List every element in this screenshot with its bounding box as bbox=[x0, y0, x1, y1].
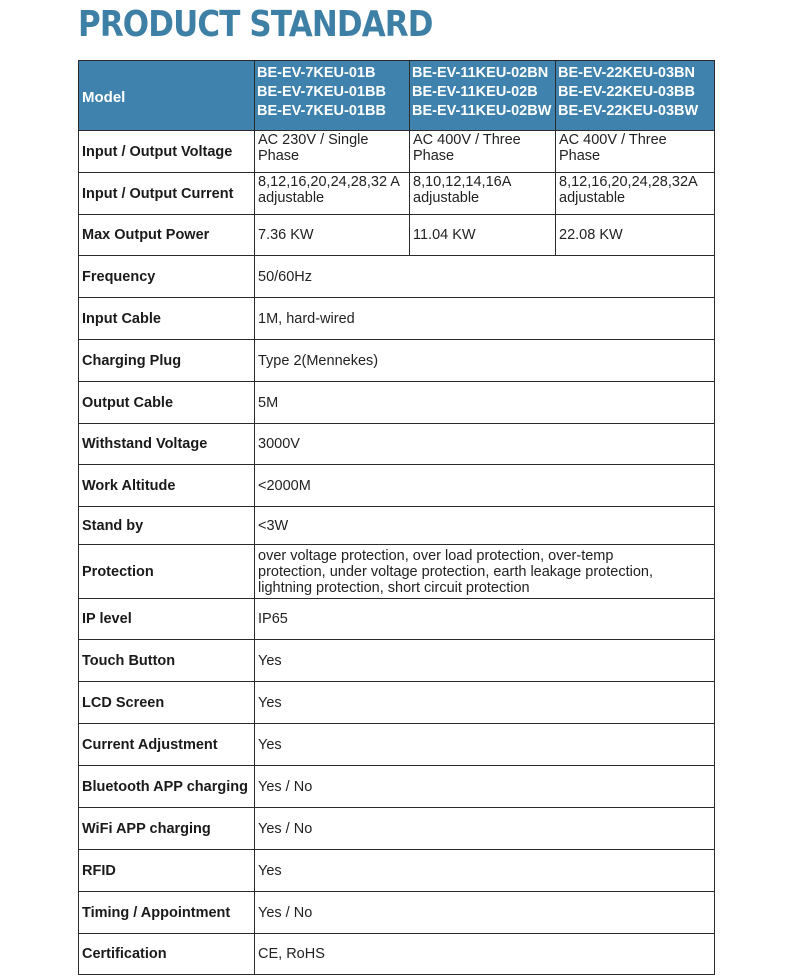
header-label: Model bbox=[79, 61, 255, 131]
model-code: BE-EV-7KEU-01B bbox=[257, 65, 376, 81]
row-label: Bluetooth APP charging bbox=[79, 766, 255, 808]
row-value: CE, RoHS bbox=[255, 934, 715, 975]
table-row-output-cable bbox=[79, 382, 715, 424]
row-value: AC 400V / Three Phase bbox=[410, 131, 556, 173]
row-label: RFID bbox=[79, 850, 255, 892]
model-column-11kw bbox=[410, 61, 556, 131]
row-value: Yes / No bbox=[255, 892, 715, 934]
row-value: Yes / No bbox=[255, 808, 715, 850]
table-row-protection bbox=[79, 545, 715, 599]
table-row-touch-button bbox=[79, 640, 715, 682]
protection-line: protection, under voltage protection, earth leakage protection, bbox=[258, 563, 653, 580]
model-code: BE-EV-11KEU-02B bbox=[412, 84, 538, 100]
row-label: Input Cable bbox=[79, 298, 255, 340]
row-label: Touch Button bbox=[79, 640, 255, 682]
row-label: Max Output Power bbox=[79, 215, 255, 256]
row-label: Input / Output Current bbox=[79, 173, 255, 215]
row-value: Yes / No bbox=[255, 766, 715, 808]
row-label: Timing / Appointment bbox=[79, 892, 255, 934]
row-value: Yes bbox=[255, 724, 715, 766]
row-value: Yes bbox=[255, 640, 715, 682]
row-value: 8,12,16,20,24,28,32 A adjustable bbox=[255, 173, 410, 215]
row-value: 11.04 KW bbox=[410, 215, 556, 256]
table-row-wifi-app bbox=[79, 808, 715, 850]
row-label: Current Adjustment bbox=[79, 724, 255, 766]
row-value: Yes bbox=[255, 682, 715, 724]
row-value: Type 2(Mennekes) bbox=[255, 340, 715, 382]
table-row-current-adjustment bbox=[79, 724, 715, 766]
table-row-charging-plug bbox=[79, 340, 715, 382]
table-row-input-cable bbox=[79, 298, 715, 340]
model-column-7kw bbox=[255, 61, 410, 131]
row-value: AC 230V / Single Phase bbox=[255, 131, 410, 173]
table-row-certification bbox=[79, 934, 715, 975]
model-code: BE-EV-11KEU-02BW bbox=[412, 103, 552, 119]
model-code: BE-EV-22KEU-03BN bbox=[558, 65, 695, 81]
row-value: 5M bbox=[255, 382, 715, 424]
row-value: 8,10,12,14,16A adjustable bbox=[410, 173, 556, 215]
row-value bbox=[255, 545, 715, 599]
row-label: Output Cable bbox=[79, 382, 255, 424]
table-row-ip-level bbox=[79, 599, 715, 640]
table-row-withstand-voltage bbox=[79, 424, 715, 465]
row-label: IP level bbox=[79, 599, 255, 640]
row-value: IP65 bbox=[255, 599, 715, 640]
row-value: 7.36 KW bbox=[255, 215, 410, 256]
row-label: Work Altitude bbox=[79, 465, 255, 507]
row-value: 22.08 KW bbox=[556, 215, 715, 256]
row-label: Charging Plug bbox=[79, 340, 255, 382]
row-value: 3000V bbox=[255, 424, 715, 465]
model-code: BE-EV-11KEU-02BN bbox=[412, 65, 549, 81]
table-header-row bbox=[79, 61, 715, 131]
page-title: PRODUCT STANDARD bbox=[78, 4, 433, 45]
table-row-work-altitude bbox=[79, 465, 715, 507]
model-code: BE-EV-22KEU-03BB bbox=[558, 84, 695, 100]
row-label: Input / Output Voltage bbox=[79, 131, 255, 173]
product-spec-table bbox=[78, 60, 715, 975]
row-label: Frequency bbox=[79, 256, 255, 298]
table-row-timing bbox=[79, 892, 715, 934]
table-row-voltage bbox=[79, 131, 715, 173]
table-row-max-power bbox=[79, 215, 715, 256]
row-label: Certification bbox=[79, 934, 255, 975]
row-value: 8,12,16,20,24,28,32A adjustable bbox=[556, 173, 715, 215]
model-code: BE-EV-22KEU-03BW bbox=[558, 103, 699, 119]
table-row-lcd-screen bbox=[79, 682, 715, 724]
model-code: BE-EV-7KEU-01BB bbox=[257, 103, 386, 119]
row-value: 1M, hard-wired bbox=[255, 298, 715, 340]
row-label: WiFi APP charging bbox=[79, 808, 255, 850]
row-value: AC 400V / Three Phase bbox=[556, 131, 715, 173]
row-label: Protection bbox=[79, 545, 255, 599]
model-column-22kw bbox=[556, 61, 715, 131]
table-row-stand-by bbox=[79, 507, 715, 545]
table-row-frequency bbox=[79, 256, 715, 298]
table-row-current bbox=[79, 173, 715, 215]
protection-line: over voltage protection, over load protection, over-temp bbox=[258, 547, 614, 564]
table-row-rfid bbox=[79, 850, 715, 892]
row-value: <3W bbox=[255, 507, 715, 545]
row-value: Yes bbox=[255, 850, 715, 892]
row-label: Withstand Voltage bbox=[79, 424, 255, 465]
table-row-bluetooth-app bbox=[79, 766, 715, 808]
row-value: <2000M bbox=[255, 465, 715, 507]
protection-line: lightning protection, short circuit protection bbox=[258, 579, 530, 596]
row-label: LCD Screen bbox=[79, 682, 255, 724]
row-value: 50/60Hz bbox=[255, 256, 715, 298]
model-code: BE-EV-7KEU-01BB bbox=[257, 84, 386, 100]
row-label: Stand by bbox=[79, 507, 255, 545]
